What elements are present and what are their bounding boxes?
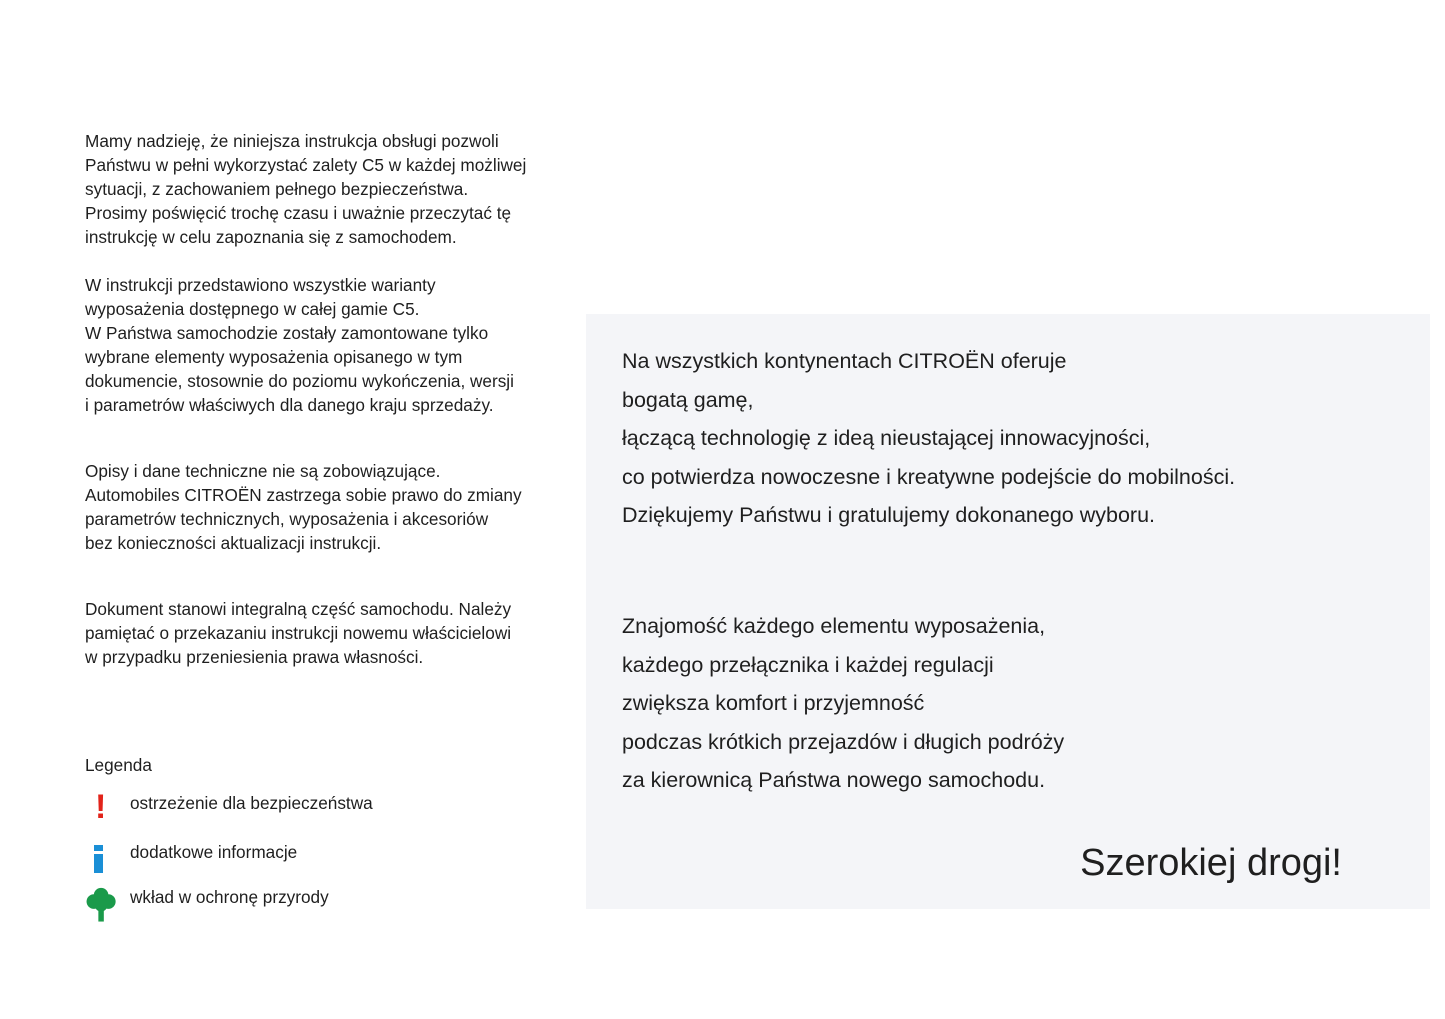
welcome-panel (586, 314, 1430, 909)
disclaimer-paragraph: Opisy i dane techniczne nie są zobowiązujące. Automobiles CITROËN zastrzega sobie prawo do zmiany parametrów technicznych, wyposażenia i akcesoriów bez konieczności aktualizacji instrukcji. (85, 461, 522, 553)
welcome-text: Na wszystkich kontynentach CITROËN oferuje bogatą gamę, łączącą technologię z ideą nieustającej innowacyjności, co potwierdza nowoczesne i kreatywne podejście do mobilności. Dziękujemy Państwu i gratulujemy dokonanego wyboru. (622, 349, 1236, 527)
ownership-paragraph: Dokument stanowi integralną część samochodu. Należy pamiętać o przekazaniu instrukcji nowemu właścicielowi w przypadku przeniesienia prawa własności. (85, 599, 512, 667)
equipment-paragraph: W instrukcji przedstawiono wszystkie warianty wyposażenia dostępnego w całej gamie C5. W Państwa samochodzie zostały zamontowane tylko wybrane elementy wyposażenia opisanego w tym dokumencie, stosownie do poziomu wykończenia, wersji i parametrów właściwych dla danego kraju sprzedaży. (85, 275, 514, 415)
intro-paragraph: Mamy nadzieję, że niniejsza instrukcja obsługi pozwoli Państwu w pełni wykorzystać zalety C5 w każdej możliwej sytuacji, z zachowaniem pełnego bezpieczeństwa. Prosimy poświęcić trochę czasu i uważnie przeczytać tę instrukcję w celu zapoznania się z samochodem. (85, 131, 527, 247)
closing-greeting: Szerokiej drogi! (1080, 842, 1342, 884)
legend-label: dodatkowe informacje (130, 842, 298, 862)
legend-label: wkład w ochronę przyrody (130, 887, 329, 907)
legend-title: Legenda (85, 755, 152, 775)
warning-exclamation-icon: ! (95, 788, 107, 826)
intro-text-column (85, 129, 565, 669)
info-icon (85, 840, 119, 880)
tree-icon (85, 887, 119, 927)
legend-label: ostrzeżenie dla bezpieczeństwa (130, 793, 373, 813)
equipment-knowledge-text: Znajomość każdego elementu wyposażenia, każdego przełącznika i każdej regulacji zwiększa komfort i przyjemność podczas krótkich przejazdów i długich podróży za kierownicą Państwa nowego samochodu. (622, 614, 1065, 792)
